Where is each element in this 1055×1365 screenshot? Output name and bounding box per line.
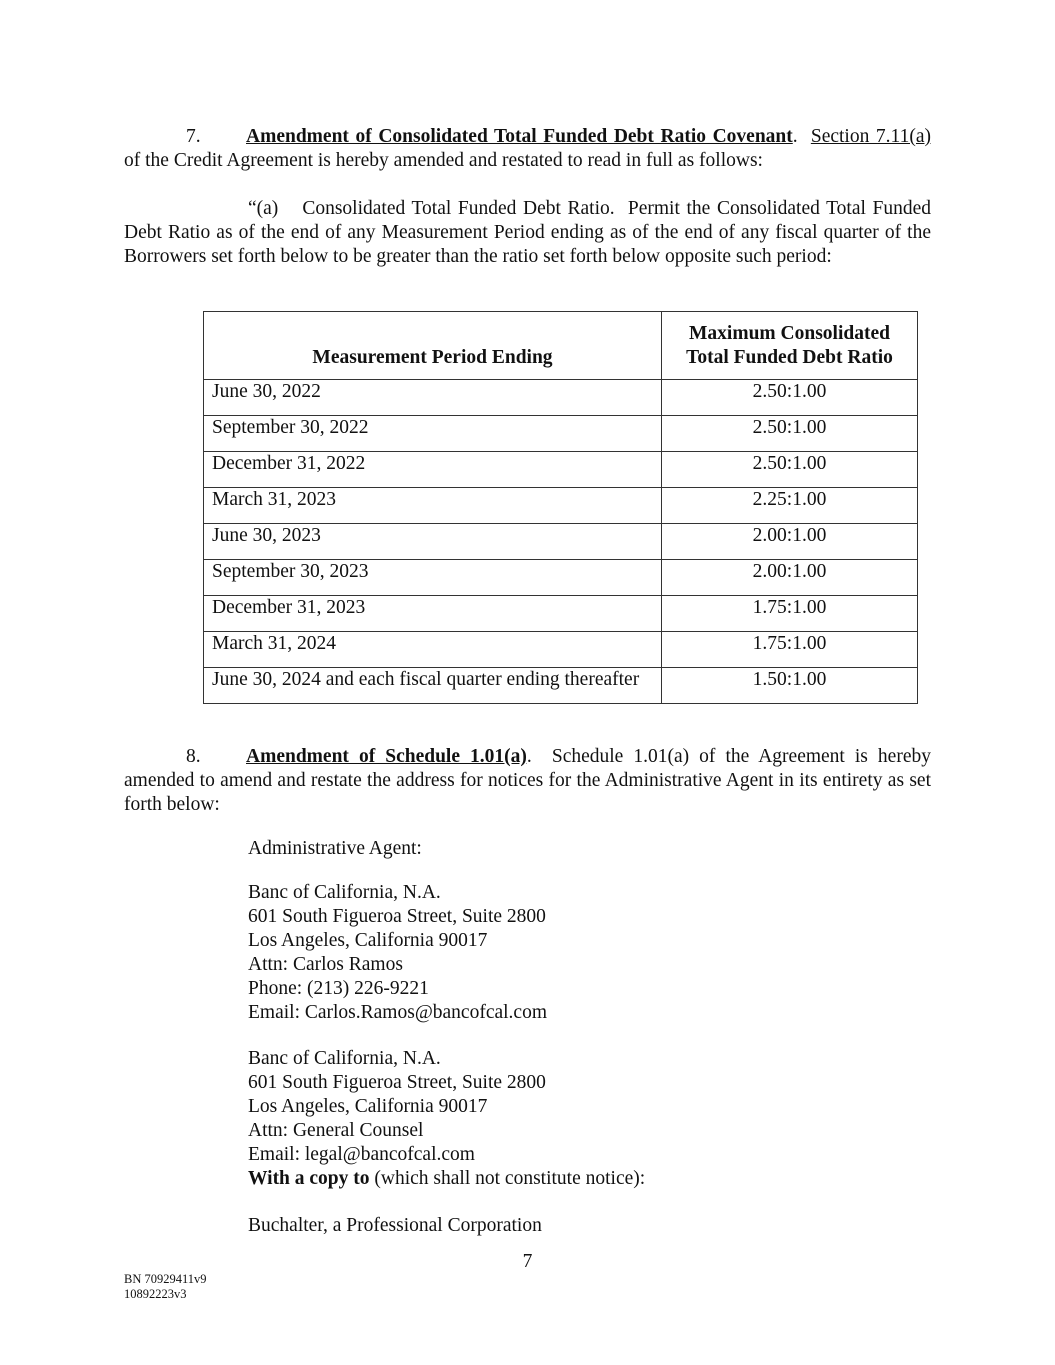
ratio-cell: 2.50:1.00	[662, 380, 918, 416]
footer-doc-id-1: BN 70929411v9	[124, 1272, 207, 1286]
address-line: Banc of California, N.A.	[248, 1048, 441, 1069]
section-8-text: Schedule 1.01(a) of the Agreement is hereby amended to amend and restate the address for notices for the Administrative Agent in its entirety as set forth below:	[124, 746, 931, 815]
ratio-cell: 2.50:1.00	[662, 416, 918, 452]
address-line: Los Angeles, California 90017	[248, 1096, 488, 1117]
ratio-cell: 2.25:1.00	[662, 488, 918, 524]
ratio-cell: 1.75:1.00	[662, 596, 918, 632]
period-cell: June 30, 2024 and each fiscal quarter ending thereafter	[204, 668, 662, 704]
copy-to-text: (which shall not constitute notice):	[369, 1168, 646, 1189]
section-7-number: 7.	[186, 126, 201, 147]
table-row	[204, 380, 918, 416]
section-7-paragraph	[124, 125, 931, 173]
section-8-number: 8.	[186, 746, 201, 767]
section-8-heading-punct: .	[526, 746, 532, 767]
period-cell: September 30, 2023	[204, 560, 662, 596]
table-row	[204, 632, 918, 668]
section-7a-text: Permit the Consolidated Total Funded Debt Ratio as of the end of any Measurement Period ending as of the end of any fiscal quarter of the Borrowers set forth below to be greater than the ratio set forth below opposite such period:	[124, 198, 932, 267]
address-line: Los Angeles, California 90017	[248, 930, 488, 951]
period-cell: December 31, 2022	[204, 452, 662, 488]
column-header-period: Measurement Period Ending	[204, 312, 662, 380]
address-line: 601 South Figueroa Street, Suite 2800	[248, 906, 546, 927]
address-line: Phone: (213) 226-9221	[248, 978, 429, 999]
period-cell: March 31, 2023	[204, 488, 662, 524]
table-row	[204, 452, 918, 488]
section-7a-title: Consolidated Total Funded Debt Ratio.	[302, 198, 615, 219]
section-7a-paragraph	[124, 197, 931, 269]
table-row	[204, 596, 918, 632]
period-cell: December 31, 2023	[204, 596, 662, 632]
period-cell: September 30, 2022	[204, 416, 662, 452]
document-footer	[124, 1272, 207, 1302]
address-block-1	[248, 881, 547, 1025]
address-block-2	[248, 1047, 645, 1191]
ratio-cell: 2.00:1.00	[662, 560, 918, 596]
column-header-ratio: Maximum Consolidated Total Funded Debt Ratio	[662, 312, 918, 380]
ratio-table	[203, 311, 918, 704]
table-row	[204, 668, 918, 704]
address-line: Attn: Carlos Ramos	[248, 954, 403, 975]
table-header-row	[204, 312, 918, 380]
section-7-text: of the Credit Agreement is hereby amended and restated to read in full as follows:	[124, 150, 763, 171]
period-cell: June 30, 2023	[204, 524, 662, 560]
table-row	[204, 560, 918, 596]
table-row	[204, 416, 918, 452]
page-number: 7	[522, 1251, 533, 1272]
address-line: 601 South Figueroa Street, Suite 2800	[248, 1072, 546, 1093]
ratio-cell: 2.50:1.00	[662, 452, 918, 488]
address-line: Banc of California, N.A.	[248, 882, 441, 903]
section-7-heading: Amendment of Consolidated Total Funded Debt Ratio Covenant	[246, 126, 793, 147]
section-7-reference: Section 7.11(a)	[810, 126, 931, 147]
ratio-cell: 2.00:1.00	[662, 524, 918, 560]
table-row	[204, 488, 918, 524]
address-line: Email: legal@bancofcal.com	[248, 1144, 475, 1165]
address-line: Attn: General Counsel	[248, 1120, 424, 1141]
section-7-heading-punct: .	[792, 126, 798, 147]
admin-agent-label: Administrative Agent:	[248, 838, 422, 859]
period-cell: June 30, 2022	[204, 380, 662, 416]
copy-to-bold: With a copy to	[248, 1168, 370, 1189]
copy-to-line	[248, 1167, 645, 1191]
footer-doc-id-2: 10892223v3	[124, 1287, 187, 1301]
section-8-paragraph	[124, 745, 931, 817]
copy-firm-name: Buchalter, a Professional Corporation	[248, 1215, 542, 1236]
ratio-cell: 1.50:1.00	[662, 668, 918, 704]
address-line: Email: Carlos.Ramos@bancofcal.com	[248, 1002, 548, 1023]
ratio-cell: 1.75:1.00	[662, 632, 918, 668]
section-8-heading: Amendment of Schedule 1.01(a)	[246, 746, 527, 767]
period-cell: March 31, 2024	[204, 632, 662, 668]
section-7a-label: “(a)	[248, 198, 279, 219]
table-row	[204, 524, 918, 560]
